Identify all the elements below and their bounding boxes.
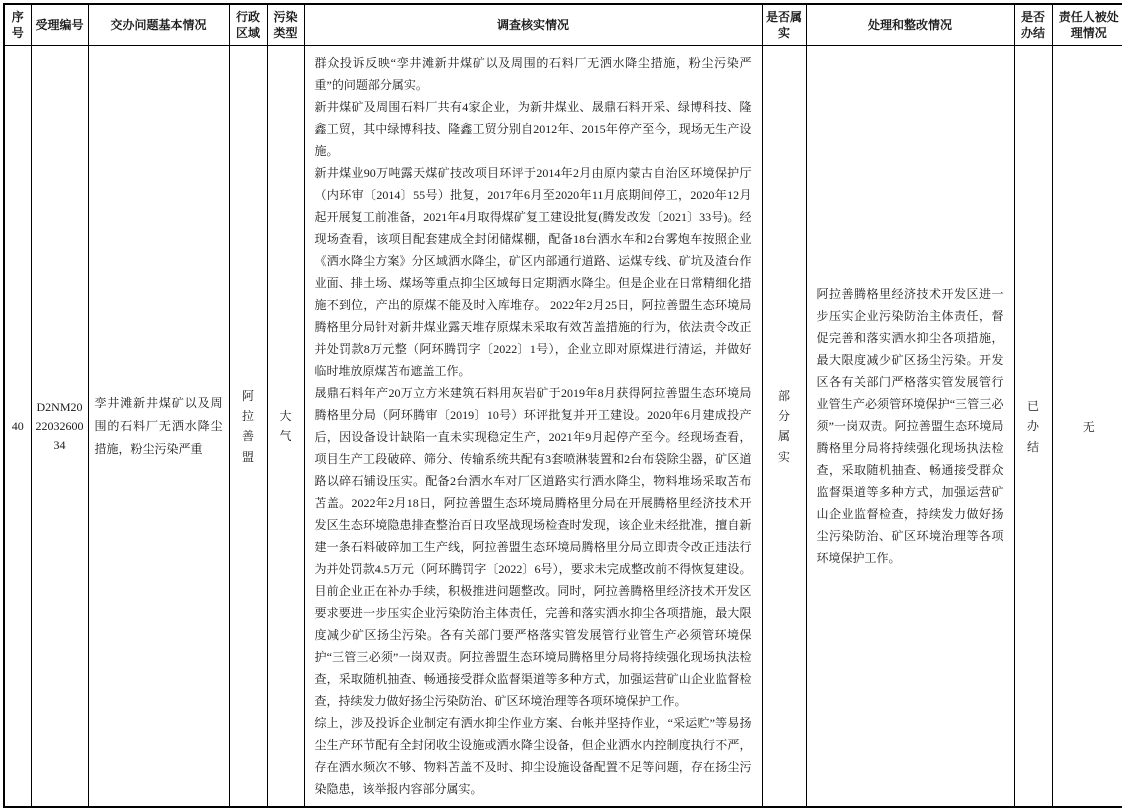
- col-header-investigation: 调查核实情况: [304, 4, 762, 46]
- case-no-value: D2NM202203260034: [35, 399, 84, 452]
- col-header-is-true: 是否属实: [762, 4, 806, 46]
- cell-pollution-type: [267, 46, 304, 808]
- cell-accountability: 无: [1052, 46, 1122, 808]
- col-header-pollution-type: 污染类型: [267, 4, 304, 46]
- col-header-accountability: 责任人被处理情况: [1052, 4, 1122, 46]
- cell-investigation: [304, 46, 762, 808]
- table-header-row: [4, 4, 1122, 46]
- col-header-is-closed: 是否办结: [1014, 4, 1052, 46]
- handling-text: 阿拉善腾格里经济技术开发区进一步压实企业污染防治主体责任，督促完善和落实洒水抑尘各项措施，最大限度减少矿区扬尘污染。开发区各有关部门严格落实管发展管行业管生产必须管环境保护“三管三必须”一岗双责。阿拉善盟生态环境局腾格里分局将持续强化现场执法检查，采取随机抽查、畅通接受群众监督渠道等多种方式，加强运营矿山企业监督检查，持续发力做好扬尘污染防治、矿区环境治理等各项环境保护工作。: [816, 287, 1004, 566]
- complaint-handling-table: [3, 3, 1122, 808]
- col-header-region: 行政区域: [229, 4, 267, 46]
- col-header-problem: 交办问题基本情况: [88, 4, 229, 46]
- cell-handling: [806, 46, 1014, 808]
- cell-is-closed: [1014, 46, 1052, 808]
- col-header-case-no: 受理编号: [31, 4, 88, 46]
- is-closed-value: 已办结: [1026, 398, 1039, 454]
- is-true-value: 部分属实: [777, 388, 790, 464]
- col-header-handling: 处理和整改情况: [806, 4, 1014, 46]
- cell-problem: [88, 46, 229, 808]
- cell-serial: 40: [4, 46, 31, 808]
- region-value: 阿拉善盟: [241, 388, 254, 464]
- table-row: [4, 46, 1122, 808]
- col-header-serial: 序号: [4, 4, 31, 46]
- cell-case-no: [31, 46, 88, 808]
- problem-text: 孪井滩新井煤矿以及周围的石料厂无洒水降尘措施，粉尘污染严重: [94, 396, 223, 456]
- cell-region: [229, 46, 267, 808]
- cell-is-true: [762, 46, 806, 808]
- pollution-type-value: 大气: [279, 408, 292, 444]
- investigation-text: 群众投诉反映“孪井滩新井煤矿以及周围的石料厂无洒水降尘措施，粉尘污染严重”的问题部分属实。 新井煤矿及周围石料厂共有4家企业，为新井煤业、晟鼎石料开采、绿博科技、隆鑫工贸，其中绿博科技、隆鑫工贸分别自2012年、2015年停产至今，现场无生产设施。 新井煤业90万吨露天煤矿技改项目环评于2014年2月由原内蒙古自治区环境保护厅（内环审〔2014〕55号）批复，2017年6月至2020年11月底期间停工，2020年12月起开展复工前准备，2021年4月取得煤矿复工建设批复(腾发改发〔2021〕33号)。经现场查看，该项目配套建成全封闭储煤棚，配备18台洒水车和2台雾炮车按照企业《洒水降尘方案》分区域洒水降尘，矿区内部通行道路、运煤专线、矿坑及渣台作业面、排土场、煤场等重点抑尘区域每日定期洒水降尘。但是企业在日常精细化措施不到位，产出的原煤不能及时入库堆存。 2022年2月25日，阿拉善盟生态环境局腾格里分局针对新井煤业露天堆存原煤未采取有效苫盖措施的行为，依法责令改正并处罚款8万元整（阿环腾罚字〔2022〕1号），企业立即对原煤进行清运，并做好临时堆放原煤苫布遮盖工作。 晟鼎石料年产20万立方米建筑石料用灰岩矿于2019年8月获得阿拉善盟生态环境局腾格里分局（阿环腾审〔2019〕10号）环评批复并开工建设。2020年6月建成投产后，因设备设计缺陷一直未实现稳定生产，2021年9月起停产至今。经现场查看，项目生产工段破碎、筛分、传输系统共配有3套喷淋装置和2台布袋除尘器，矿区道路以碎石铺设压实。配备2台洒水车对厂区道路实行洒水降尘，物料堆场采取苫布苫盖。2022年2月18日，阿拉善盟生态环境局腾格里分局在开展腾格里经济技术开发区生态环境隐患排查整治百日攻坚战现场检查时发现，该企业未经批准，擅自新建一条石料破碎加工生产线，阿拉善盟生态环境局腾格里分局立即责令改正违法行为并处罚款4.5万元（阿环腾罚字〔2022〕6号），要求未完成整改前不得恢复建设。目前企业正在补办手续，积极推进问题整改。同时，阿拉善腾格里经济技术开发区要求要进一步压实企业污染防治主体责任，完善和落实洒水抑尘各项措施，最大限度减少矿区扬尘污染。各有关部门要严格落实管发展管行业管生产必须管环境保护“三管三必须”一岗双责。阿拉善盟生态环境局腾格里分局将持续强化现场执法检查，采取随机抽查、畅通接受群众监督渠道等多种方式，加强运营矿山企业监督检查，持续发力做好扬尘污染防治、矿区环境治理等各项环境保护工作。 综上，涉及投诉企业制定有洒水抑尘作业方案、台帐并坚持作业，“采运贮”等易扬尘生产环节配有全封闭收尘设施或洒水降尘设备，但企业洒水内控制度执行不严，存在洒水频次不够、物料苫盖不及时、抑尘设施设备配置不足等问题，存在扬尘污染隐患，该举报内容部分属实。: [314, 56, 752, 797]
